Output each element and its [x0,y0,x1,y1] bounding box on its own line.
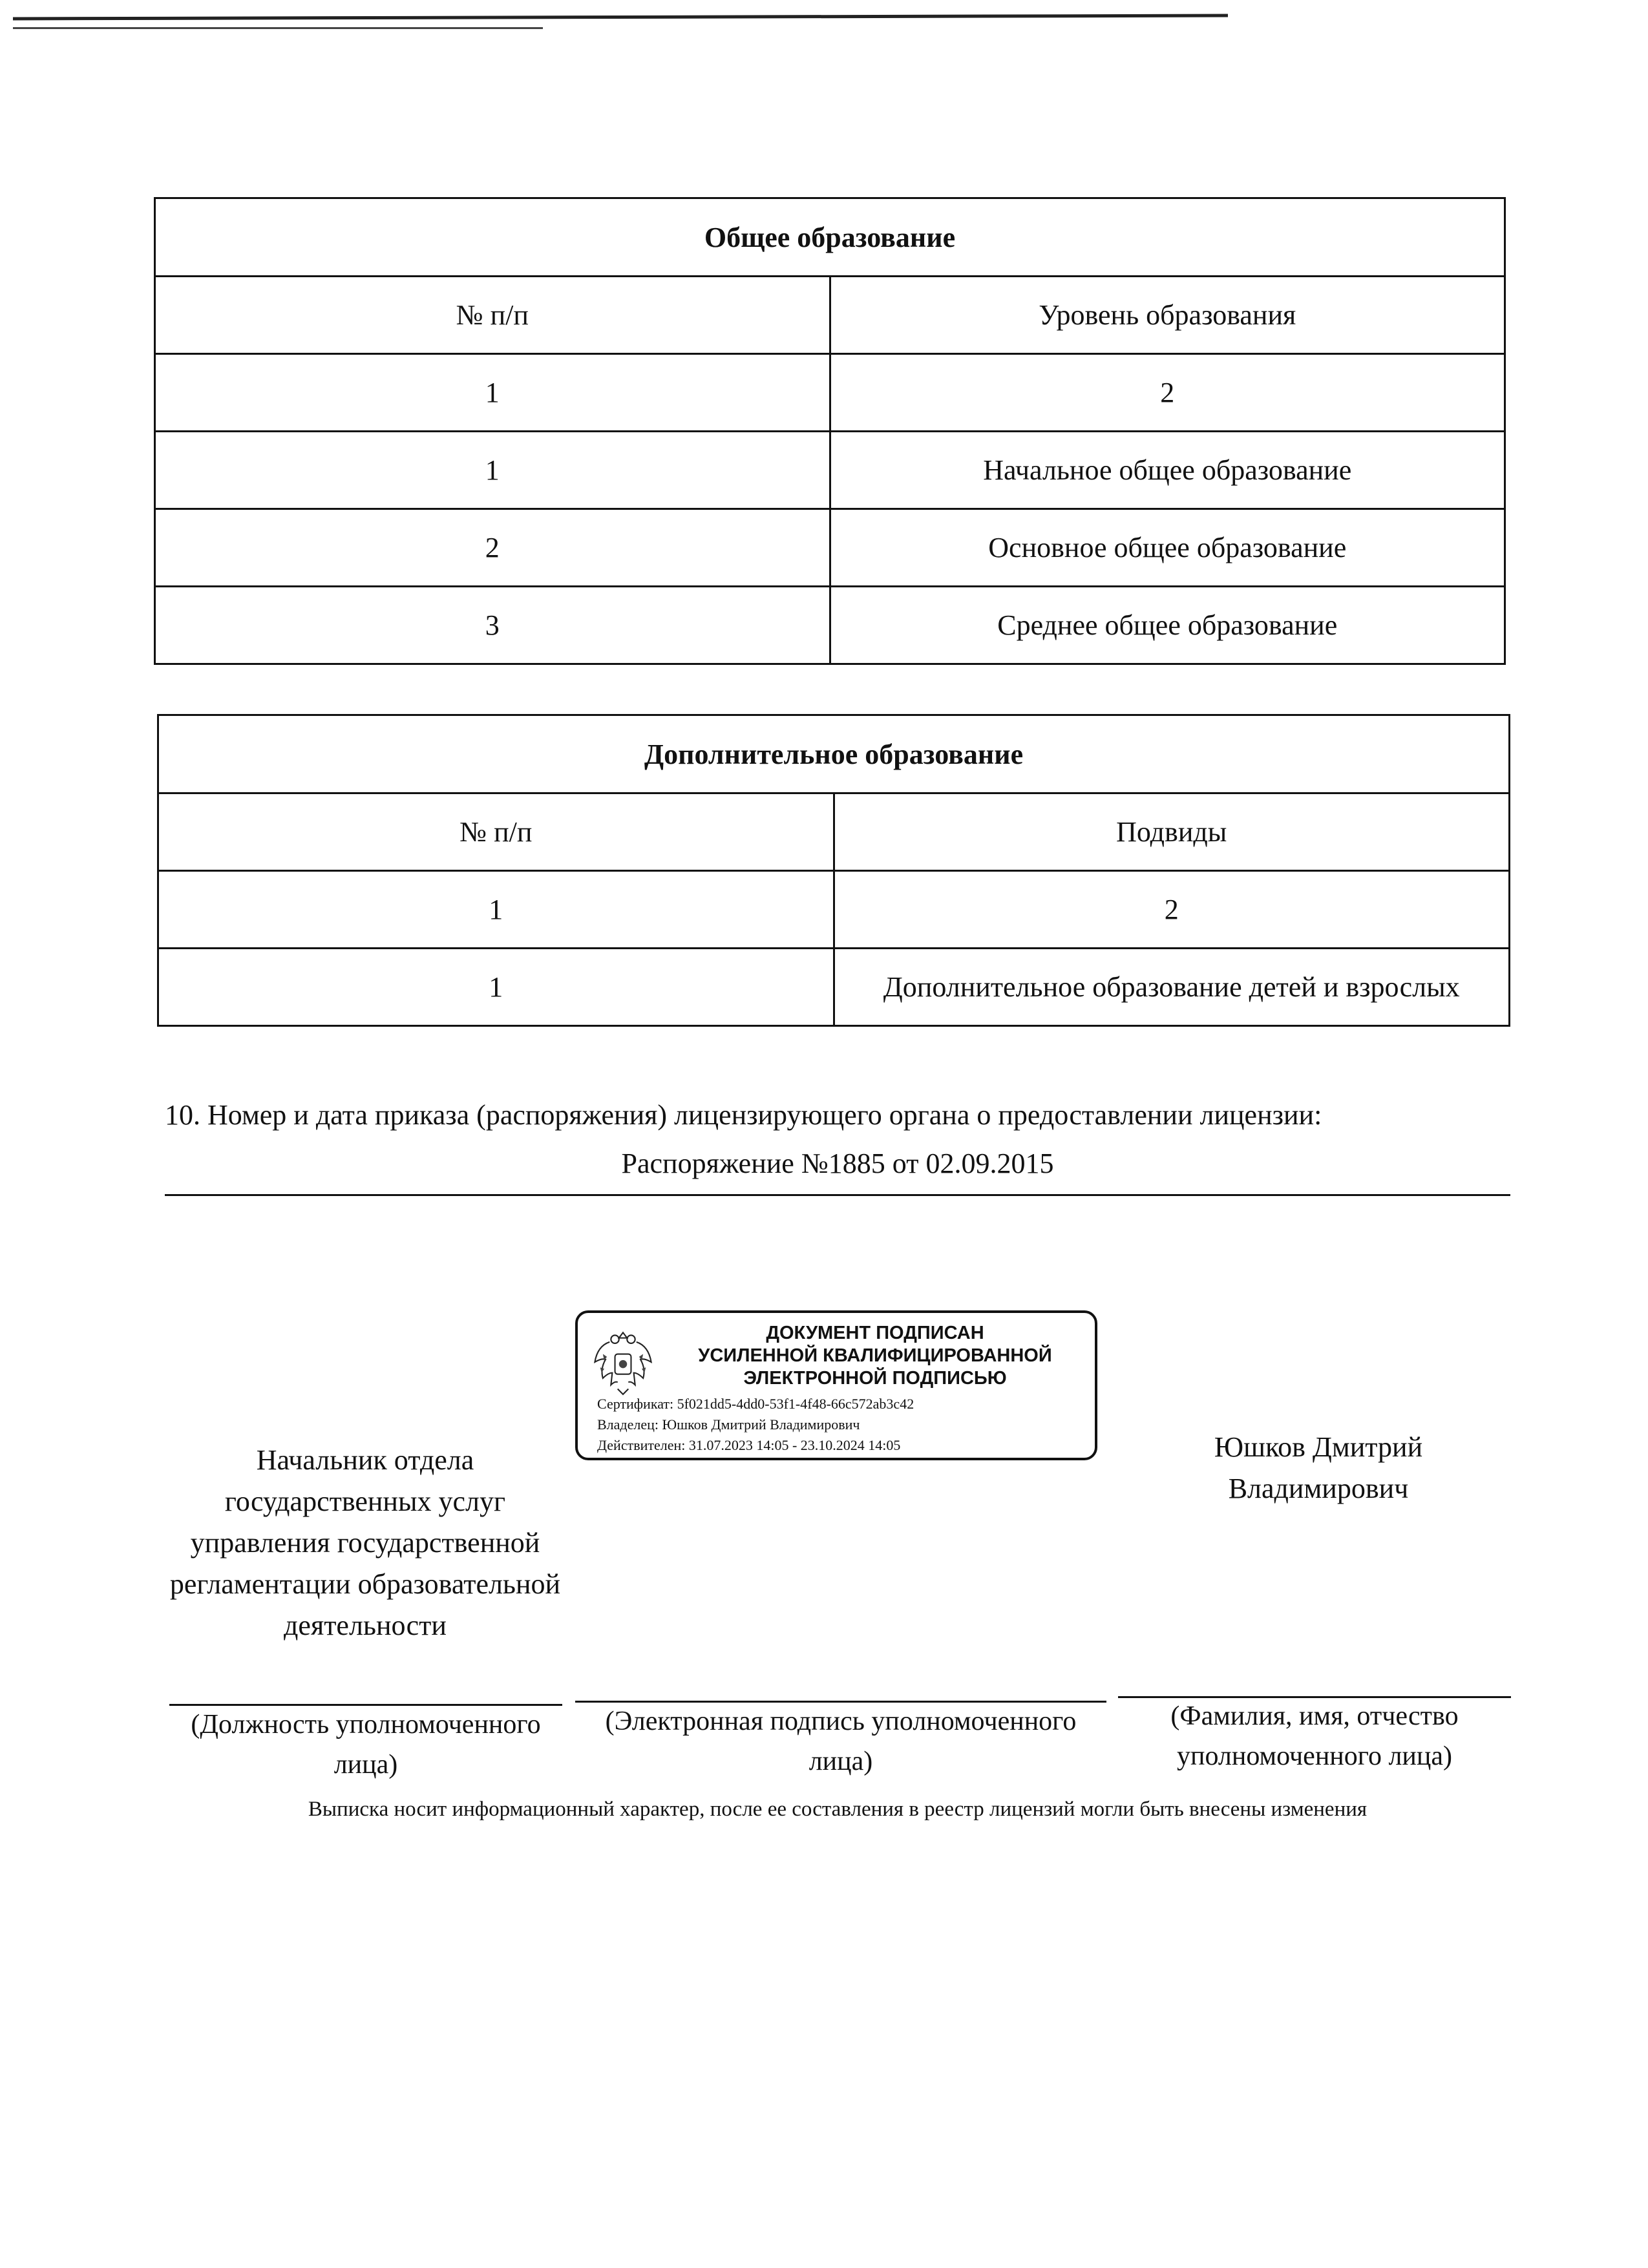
row-value: Начальное общее образование [830,432,1505,509]
table-row [155,432,1505,509]
coat-of-arms-icon [589,1327,657,1397]
general-education-table [154,197,1506,665]
order-underline [165,1194,1510,1196]
column-header-number: № п/п [158,793,834,871]
table-header-row [155,277,1505,354]
row-value: Основное общее образование [830,509,1505,587]
column-header-level: Уровень образования [830,277,1505,354]
stamp-owner: Владелец: Юшков Дмитрий Владимирович [597,1416,860,1433]
stamp-validity: Действителен: 31.07.2023 14:05 - 23.10.2024 14:05 [597,1437,901,1453]
position-caption: (Должность уполномоченного лица) [191,1710,541,1780]
scan-edge-line [13,14,1228,21]
full-name-caption: (Фамилия, имя, отчество уполномоченного лица) [1170,1701,1459,1771]
scan-edge-line [13,27,543,29]
signature-caption: (Электронная подпись уполномоченного лица) [605,1706,1077,1776]
table-row [158,949,1510,1026]
row-number: 3 [155,587,830,664]
table-row [155,354,1505,432]
additional-education-table [157,714,1510,1027]
license-order-label: 10. Номер и дата приказа (распоряжения) лицензирующего органа о предоставлении лицензии: [165,1099,1322,1131]
table-header-row [158,793,1510,871]
row-number: 1 [158,871,834,949]
row-value: Дополнительное образование детей и взрослых [834,949,1510,1026]
stamp-certificate: Сертификат: 5f021dd5-4dd0-53f1-4f48-66c572ab3c42 [597,1396,914,1412]
column-header-number: № п/п [155,277,830,354]
stamp-title-line: ДОКУМЕНТ ПОДПИСАН [766,1323,984,1343]
row-value: Среднее общее образование [830,587,1505,664]
electronic-signature-stamp [575,1310,1097,1460]
license-order-value: Распоряжение №1885 от 02.09.2015 [621,1148,1054,1179]
signatory-full-name: Юшков Дмитрий Владимирович [1214,1431,1423,1504]
table-row [155,509,1505,587]
table-title: Общее образование [155,198,1505,277]
table-title: Дополнительное образование [158,715,1510,793]
footer-note: Выписка носит информационный характер, после ее составления в реестр лицензий могли быть внесены изменения [308,1798,1368,1821]
row-number: 1 [158,949,834,1026]
table-row [155,587,1505,664]
stamp-title-line: УСИЛЕННОЙ КВАЛИФИЦИРОВАННОЙ [698,1345,1052,1366]
signatory-position: Начальник отдела государственных услуг управления государственной регламентации образовательной деятельности [169,1444,561,1641]
row-value: 2 [830,354,1505,432]
row-number: 1 [155,354,830,432]
row-value: 2 [834,871,1510,949]
row-number: 1 [155,432,830,509]
row-number: 2 [155,509,830,587]
column-header-subtypes: Подвиды [834,793,1510,871]
stamp-title-line: ЭЛЕКТРОННОЙ ПОДПИСЬЮ [743,1368,1007,1389]
table-row [158,871,1510,949]
